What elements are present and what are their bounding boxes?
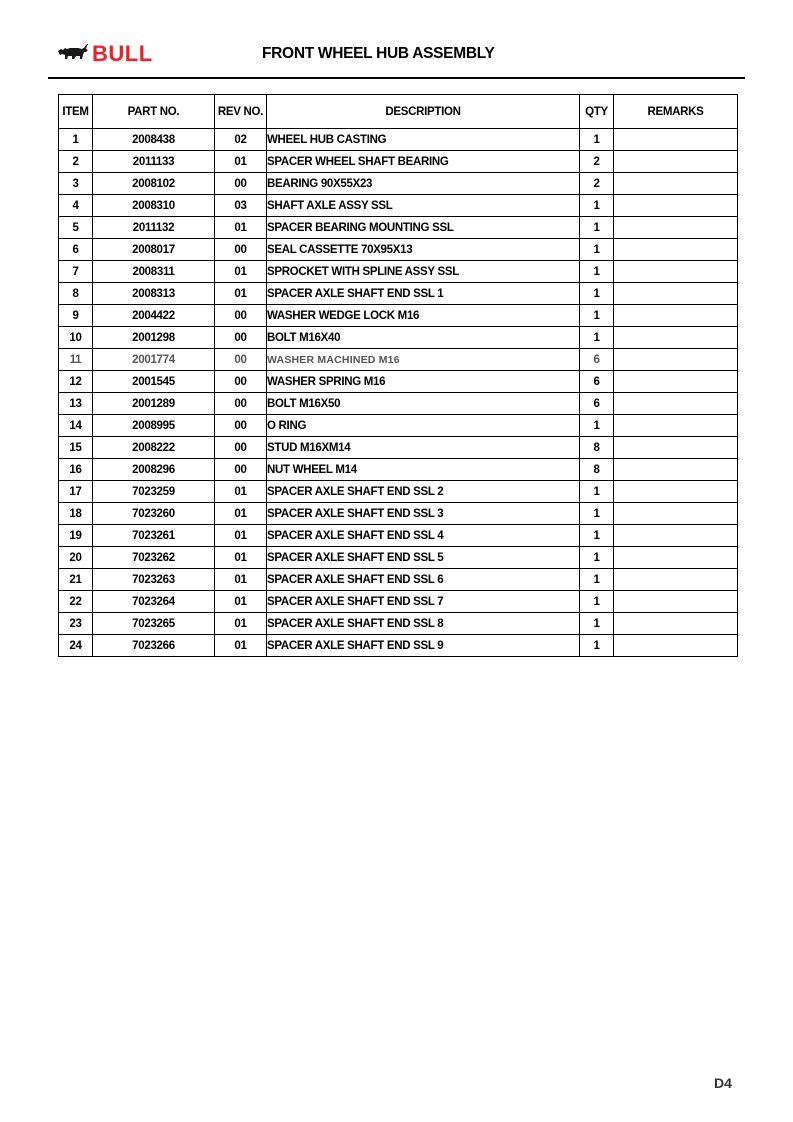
cell-remarks bbox=[614, 547, 738, 569]
cell-item: 11 bbox=[59, 349, 93, 371]
cell-remarks bbox=[614, 437, 738, 459]
cell-rev-no: 03 bbox=[215, 195, 267, 217]
cell-rev-no: 01 bbox=[215, 635, 267, 657]
cell-remarks bbox=[614, 393, 738, 415]
cell-item: 16 bbox=[59, 459, 93, 481]
cell-description: NUT WHEEL M14 bbox=[267, 459, 580, 481]
table-header-row bbox=[59, 95, 738, 129]
table-row bbox=[59, 195, 738, 217]
cell-rev-no: 01 bbox=[215, 569, 267, 591]
cell-qty: 1 bbox=[580, 547, 614, 569]
cell-item: 7 bbox=[59, 261, 93, 283]
cell-item: 22 bbox=[59, 591, 93, 613]
cell-description: SPACER BEARING MOUNTING SSL bbox=[267, 217, 580, 239]
table-row bbox=[59, 437, 738, 459]
cell-item: 8 bbox=[59, 283, 93, 305]
cell-rev-no: 00 bbox=[215, 305, 267, 327]
table-row bbox=[59, 173, 738, 195]
cell-qty: 2 bbox=[580, 173, 614, 195]
table-row bbox=[59, 481, 738, 503]
cell-part-no: 2001774 bbox=[93, 349, 215, 371]
cell-remarks bbox=[614, 459, 738, 481]
cell-qty: 1 bbox=[580, 239, 614, 261]
cell-item: 2 bbox=[59, 151, 93, 173]
cell-part-no: 2001289 bbox=[93, 393, 215, 415]
table-row bbox=[59, 635, 738, 657]
cell-qty: 1 bbox=[580, 195, 614, 217]
cell-remarks bbox=[614, 129, 738, 151]
cell-rev-no: 00 bbox=[215, 415, 267, 437]
cell-item: 18 bbox=[59, 503, 93, 525]
cell-qty: 8 bbox=[580, 437, 614, 459]
cell-item: 20 bbox=[59, 547, 93, 569]
cell-qty: 2 bbox=[580, 151, 614, 173]
header-item: ITEM bbox=[59, 95, 93, 129]
cell-item: 15 bbox=[59, 437, 93, 459]
table-row bbox=[59, 129, 738, 151]
cell-qty: 6 bbox=[580, 393, 614, 415]
cell-qty: 1 bbox=[580, 217, 614, 239]
cell-qty: 1 bbox=[580, 283, 614, 305]
cell-qty: 1 bbox=[580, 503, 614, 525]
cell-qty: 8 bbox=[580, 459, 614, 481]
cell-rev-no: 00 bbox=[215, 437, 267, 459]
table-row bbox=[59, 525, 738, 547]
cell-remarks bbox=[614, 195, 738, 217]
cell-part-no: 2011133 bbox=[93, 151, 215, 173]
table-row bbox=[59, 151, 738, 173]
cell-part-no: 7023264 bbox=[93, 591, 215, 613]
cell-part-no: 7023261 bbox=[93, 525, 215, 547]
cell-description: SHAFT AXLE ASSY SSL bbox=[267, 195, 580, 217]
cell-remarks bbox=[614, 591, 738, 613]
cell-description: WASHER SPRING M16 bbox=[267, 371, 580, 393]
cell-rev-no: 02 bbox=[215, 129, 267, 151]
cell-item: 9 bbox=[59, 305, 93, 327]
cell-remarks bbox=[614, 371, 738, 393]
cell-part-no: 2004422 bbox=[93, 305, 215, 327]
cell-remarks bbox=[614, 305, 738, 327]
table-row bbox=[59, 459, 738, 481]
cell-rev-no: 01 bbox=[215, 525, 267, 547]
header-divider bbox=[48, 77, 745, 79]
cell-qty: 1 bbox=[580, 129, 614, 151]
cell-rev-no: 00 bbox=[215, 393, 267, 415]
cell-remarks bbox=[614, 173, 738, 195]
cell-part-no: 2008313 bbox=[93, 283, 215, 305]
cell-remarks bbox=[614, 283, 738, 305]
header-part-no: PART NO. bbox=[93, 95, 215, 129]
cell-description: SPACER AXLE SHAFT END SSL 7 bbox=[267, 591, 580, 613]
table-row bbox=[59, 305, 738, 327]
cell-part-no: 7023259 bbox=[93, 481, 215, 503]
cell-remarks bbox=[614, 525, 738, 547]
table-row bbox=[59, 283, 738, 305]
cell-item: 6 bbox=[59, 239, 93, 261]
cell-description: SPROCKET WITH SPLINE ASSY SSL bbox=[267, 261, 580, 283]
table-row bbox=[59, 239, 738, 261]
cell-item: 5 bbox=[59, 217, 93, 239]
table-row bbox=[59, 503, 738, 525]
cell-qty: 1 bbox=[580, 415, 614, 437]
cell-description: WASHER MACHINED M16 bbox=[267, 349, 580, 371]
cell-description: SPACER AXLE SHAFT END SSL 6 bbox=[267, 569, 580, 591]
cell-rev-no: 00 bbox=[215, 371, 267, 393]
cell-remarks bbox=[614, 481, 738, 503]
cell-item: 23 bbox=[59, 613, 93, 635]
cell-qty: 1 bbox=[580, 305, 614, 327]
cell-description: WASHER WEDGE LOCK M16 bbox=[267, 305, 580, 327]
table-row bbox=[59, 547, 738, 569]
cell-part-no: 2008017 bbox=[93, 239, 215, 261]
table-row bbox=[59, 591, 738, 613]
cell-description: SPACER AXLE SHAFT END SSL 2 bbox=[267, 481, 580, 503]
logo-text: BULL bbox=[92, 41, 153, 66]
cell-rev-no: 00 bbox=[215, 349, 267, 371]
cell-qty: 1 bbox=[580, 327, 614, 349]
cell-remarks bbox=[614, 239, 738, 261]
cell-qty: 1 bbox=[580, 635, 614, 657]
cell-rev-no: 00 bbox=[215, 239, 267, 261]
cell-rev-no: 00 bbox=[215, 327, 267, 349]
header-rev-no: REV NO. bbox=[215, 95, 267, 129]
page-number: D4 bbox=[714, 1075, 732, 1091]
cell-remarks bbox=[614, 261, 738, 283]
cell-item: 12 bbox=[59, 371, 93, 393]
cell-description: BOLT M16X50 bbox=[267, 393, 580, 415]
document-title: FRONT WHEEL HUB ASSEMBLY bbox=[262, 45, 495, 62]
cell-description: SPACER AXLE SHAFT END SSL 5 bbox=[267, 547, 580, 569]
table-row bbox=[59, 217, 738, 239]
cell-rev-no: 01 bbox=[215, 261, 267, 283]
cell-item: 4 bbox=[59, 195, 93, 217]
page-header bbox=[50, 38, 745, 78]
cell-part-no: 2001545 bbox=[93, 371, 215, 393]
cell-item: 14 bbox=[59, 415, 93, 437]
cell-item: 19 bbox=[59, 525, 93, 547]
cell-part-no: 7023266 bbox=[93, 635, 215, 657]
cell-rev-no: 01 bbox=[215, 481, 267, 503]
cell-rev-no: 01 bbox=[215, 547, 267, 569]
cell-qty: 1 bbox=[580, 569, 614, 591]
header-remarks: REMARKS bbox=[614, 95, 738, 129]
cell-part-no: 2008311 bbox=[93, 261, 215, 283]
cell-remarks bbox=[614, 635, 738, 657]
cell-remarks bbox=[614, 151, 738, 173]
cell-rev-no: 01 bbox=[215, 151, 267, 173]
table-row bbox=[59, 569, 738, 591]
cell-item: 24 bbox=[59, 635, 93, 657]
cell-rev-no: 01 bbox=[215, 591, 267, 613]
brand-logo bbox=[56, 40, 153, 68]
table-row bbox=[59, 261, 738, 283]
cell-remarks bbox=[614, 217, 738, 239]
table-row bbox=[59, 415, 738, 437]
cell-description: O RING bbox=[267, 415, 580, 437]
cell-rev-no: 01 bbox=[215, 503, 267, 525]
cell-remarks bbox=[614, 569, 738, 591]
cell-part-no: 7023265 bbox=[93, 613, 215, 635]
cell-qty: 6 bbox=[580, 371, 614, 393]
cell-remarks bbox=[614, 415, 738, 437]
cell-part-no: 2008438 bbox=[93, 129, 215, 151]
cell-item: 17 bbox=[59, 481, 93, 503]
table-row bbox=[59, 613, 738, 635]
cell-qty: 1 bbox=[580, 261, 614, 283]
cell-part-no: 7023263 bbox=[93, 569, 215, 591]
parts-table-body bbox=[59, 129, 738, 657]
cell-part-no: 2008310 bbox=[93, 195, 215, 217]
cell-rev-no: 01 bbox=[215, 613, 267, 635]
cell-part-no: 2011132 bbox=[93, 217, 215, 239]
cell-part-no: 2001298 bbox=[93, 327, 215, 349]
cell-remarks bbox=[614, 503, 738, 525]
cell-part-no: 7023262 bbox=[93, 547, 215, 569]
table-row bbox=[59, 371, 738, 393]
cell-part-no: 2008222 bbox=[93, 437, 215, 459]
cell-part-no: 7023260 bbox=[93, 503, 215, 525]
cell-description: WHEEL HUB CASTING bbox=[267, 129, 580, 151]
cell-qty: 1 bbox=[580, 525, 614, 547]
cell-item: 3 bbox=[59, 173, 93, 195]
cell-rev-no: 01 bbox=[215, 283, 267, 305]
cell-remarks bbox=[614, 349, 738, 371]
cell-item: 10 bbox=[59, 327, 93, 349]
cell-rev-no: 00 bbox=[215, 459, 267, 481]
cell-qty: 1 bbox=[580, 613, 614, 635]
cell-description: BEARING 90X55X23 bbox=[267, 173, 580, 195]
cell-qty: 1 bbox=[580, 591, 614, 613]
cell-item: 1 bbox=[59, 129, 93, 151]
bull-icon bbox=[56, 43, 90, 65]
cell-description: SPACER WHEEL SHAFT BEARING bbox=[267, 151, 580, 173]
cell-item: 13 bbox=[59, 393, 93, 415]
cell-qty: 6 bbox=[580, 349, 614, 371]
cell-description: SPACER AXLE SHAFT END SSL 8 bbox=[267, 613, 580, 635]
header-description: DESCRIPTION bbox=[267, 95, 580, 129]
cell-description: SPACER AXLE SHAFT END SSL 9 bbox=[267, 635, 580, 657]
table-row bbox=[59, 393, 738, 415]
cell-part-no: 2008995 bbox=[93, 415, 215, 437]
cell-rev-no: 00 bbox=[215, 173, 267, 195]
cell-description: SEAL CASSETTE 70X95X13 bbox=[267, 239, 580, 261]
cell-description: SPACER AXLE SHAFT END SSL 1 bbox=[267, 283, 580, 305]
cell-description: BOLT M16X40 bbox=[267, 327, 580, 349]
table-row bbox=[59, 327, 738, 349]
cell-rev-no: 01 bbox=[215, 217, 267, 239]
cell-qty: 1 bbox=[580, 481, 614, 503]
cell-part-no: 2008296 bbox=[93, 459, 215, 481]
table-row bbox=[59, 349, 738, 371]
cell-description: SPACER AXLE SHAFT END SSL 3 bbox=[267, 503, 580, 525]
cell-item: 21 bbox=[59, 569, 93, 591]
header-qty: QTY bbox=[580, 95, 614, 129]
cell-remarks bbox=[614, 613, 738, 635]
cell-description: STUD M16XM14 bbox=[267, 437, 580, 459]
cell-part-no: 2008102 bbox=[93, 173, 215, 195]
parts-table bbox=[58, 94, 738, 657]
cell-remarks bbox=[614, 327, 738, 349]
cell-description: SPACER AXLE SHAFT END SSL 4 bbox=[267, 525, 580, 547]
